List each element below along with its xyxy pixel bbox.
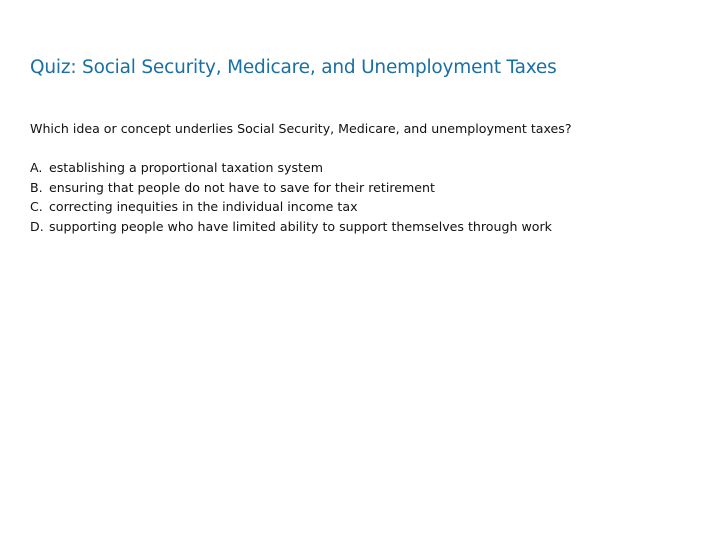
option-letter: C. [30,199,43,214]
answer-option-b [30,178,552,198]
answer-options-list [30,158,552,236]
quiz-question: Which idea or concept underlies Social Security, Medicare, and unemployment taxes? [30,121,572,136]
option-letter: A. [30,160,43,175]
option-letter: B. [30,179,43,195]
option-text: correcting inequities in the individual income tax [49,199,358,214]
answer-option-a [30,158,552,178]
option-letter: D. [30,218,44,234]
answer-option-c [30,197,552,217]
option-text: establishing a proportional taxation system [49,160,323,175]
slide-title: Quiz: Social Security, Medicare, and Unemployment Taxes [30,57,557,78]
answer-option-d [30,217,552,237]
option-text: ensuring that people do not have to save for their retirement [49,179,435,195]
option-text: supporting people who have limited ability to support themselves through work [49,218,552,234]
